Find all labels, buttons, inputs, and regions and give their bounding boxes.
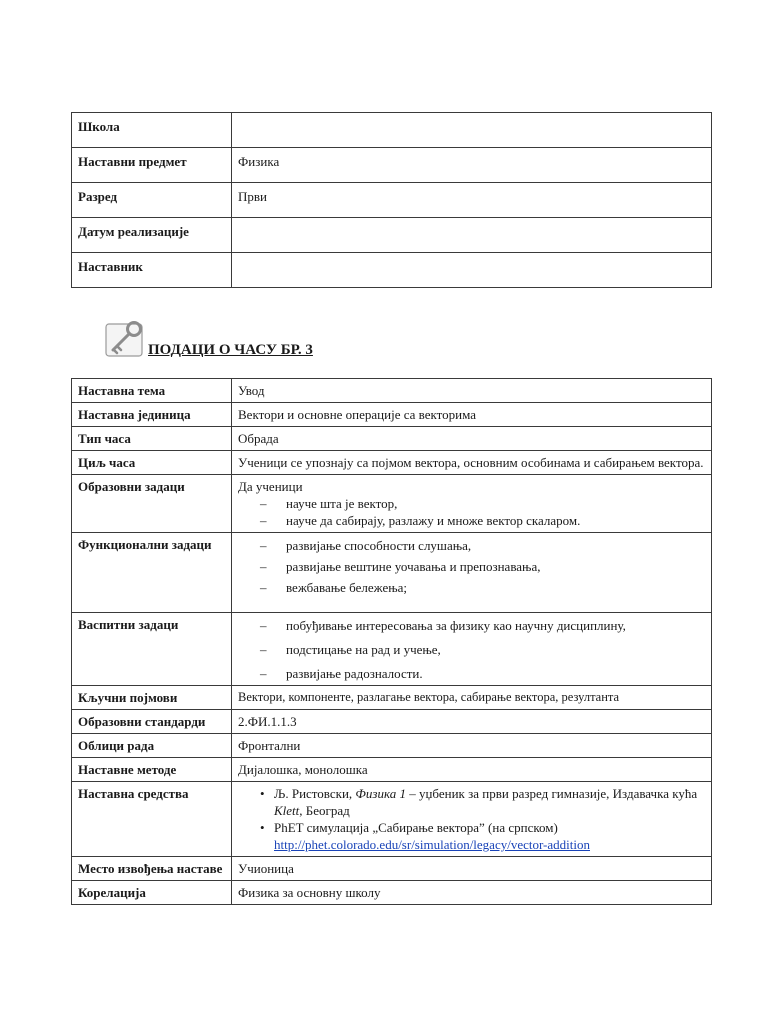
teacher-label: Наставник — [72, 253, 232, 288]
table-row — [72, 148, 712, 183]
list-item: – науче шта је вектор, — [260, 495, 705, 512]
list-item — [260, 785, 705, 819]
goal-label: Циљ часа — [72, 451, 232, 475]
place-value: Учионица — [232, 857, 712, 881]
edu-tasks-intro: Да ученици — [238, 479, 303, 494]
key-terms-value: Вектори, компоненте, разлагање вектора, сабирање вектора, резултанта — [232, 686, 712, 710]
upbr-tasks-label: Васпитни задаци — [72, 613, 232, 686]
type-value: Обрада — [232, 427, 712, 451]
resource-author: Љ. Ристовски, — [274, 786, 356, 801]
lesson-data-table — [71, 378, 712, 905]
list-item — [260, 819, 705, 853]
correlation-value: Физика за основну школу — [232, 881, 712, 905]
key-icon — [104, 320, 148, 360]
resource-city: , Београд — [299, 803, 350, 818]
phet-link[interactable]: http://phet.colorado.edu/sr/simulation/legacy/vector-addition — [274, 837, 590, 852]
edu-tasks-cell — [232, 475, 712, 533]
list-item: – побуђивање интересовања за физику као научну дисциплину, — [260, 617, 705, 634]
methods-value: Дијалошка, монолошка — [232, 758, 712, 782]
table-row — [72, 403, 712, 427]
topic-label: Наставна тема — [72, 379, 232, 403]
table-row — [72, 613, 712, 686]
standards-label: Образовни стандарди — [72, 710, 232, 734]
key-terms-label: Кључни појмови — [72, 686, 232, 710]
func-tasks-label: Функционални задаци — [72, 533, 232, 613]
methods-label: Наставне методе — [72, 758, 232, 782]
list-item: – развијање радозналости. — [260, 665, 705, 682]
lesson-title: ПОДАЦИ О ЧАСУ БР. 3 — [148, 342, 313, 358]
type-label: Тип часа — [72, 427, 232, 451]
resources-label: Наставна средства — [72, 782, 232, 857]
table-row — [72, 758, 712, 782]
table-row — [72, 710, 712, 734]
table-row — [72, 183, 712, 218]
date-value — [232, 218, 712, 253]
table-row — [72, 451, 712, 475]
unit-value: Вектори и основне операције са векторима — [232, 403, 712, 427]
date-label: Датум реализације — [72, 218, 232, 253]
resources-list — [238, 785, 705, 853]
table-row — [72, 686, 712, 710]
goal-value: Ученици се упознају са појмом вектора, основним особинама и сабирањем вектора. — [232, 451, 712, 475]
resource-desc: – уџбеник за први разред гимназије, Издавачка кућа — [405, 786, 698, 801]
list-item: – подстицање на рад и учење, — [260, 641, 705, 658]
table-row — [72, 857, 712, 881]
topic-value: Увод — [232, 379, 712, 403]
school-label: Школа — [72, 113, 232, 148]
upbr-tasks-cell — [232, 613, 712, 686]
edu-tasks-label: Образовни задаци — [72, 475, 232, 533]
standards-value: 2.ФИ.1.1.3 — [232, 710, 712, 734]
list-item: – науче да сабирају, разлажу и множе вектор скаларом. — [260, 512, 705, 529]
table-row — [72, 379, 712, 403]
subject-label: Наставни предмет — [72, 148, 232, 183]
func-tasks-cell — [232, 533, 712, 613]
grade-label: Разред — [72, 183, 232, 218]
correlation-label: Корелација — [72, 881, 232, 905]
table-row — [72, 218, 712, 253]
list-item: – развијање способности слушања, — [260, 537, 705, 554]
func-tasks-list — [238, 537, 705, 596]
work-forms-label: Облици рада — [72, 734, 232, 758]
resource-phet-text: PhET симулација „Сабирање вектора” (на српском) — [274, 820, 558, 835]
list-item: – развијање вештине уочавања и препознавања, — [260, 558, 705, 575]
table-row — [72, 533, 712, 613]
grade-value: Први — [232, 183, 712, 218]
upbr-tasks-list — [238, 617, 705, 682]
table-row — [72, 475, 712, 533]
school-info-table — [71, 112, 712, 288]
unit-label: Наставна јединица — [72, 403, 232, 427]
table-row — [72, 113, 712, 148]
resource-publisher: Klett — [274, 803, 300, 818]
resource-book: Физика 1 — [355, 786, 406, 801]
table-row — [72, 881, 712, 905]
place-label: Место извођења наставе — [72, 857, 232, 881]
table-row — [72, 253, 712, 288]
edu-tasks-list — [238, 495, 705, 529]
subject-value: Физика — [232, 148, 712, 183]
teacher-value — [232, 253, 712, 288]
table-row — [72, 427, 712, 451]
school-value — [232, 113, 712, 148]
table-row — [72, 782, 712, 857]
work-forms-value: Фронтални — [232, 734, 712, 758]
table-row — [72, 734, 712, 758]
list-item: – вежбавање бележења; — [260, 579, 705, 596]
resources-cell — [232, 782, 712, 857]
